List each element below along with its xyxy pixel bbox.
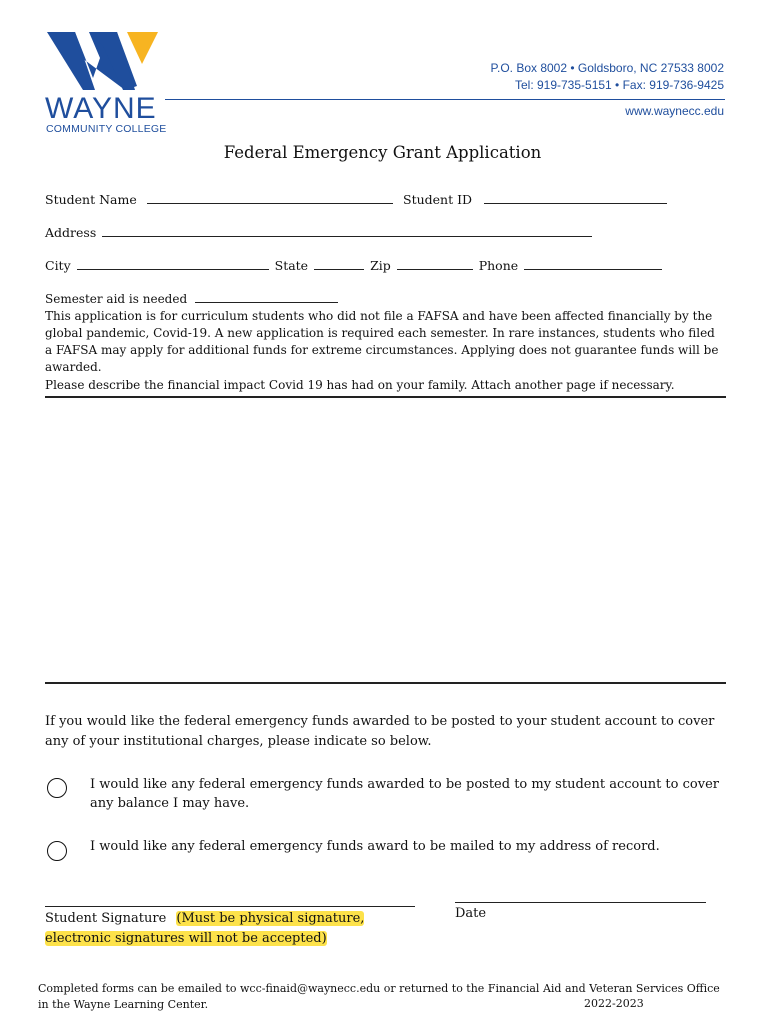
impact-prompt: Please describe the financial impact Covid 19 has had on your family. Attach another page if necessary.: [45, 378, 675, 392]
student-name-label: Student Name: [45, 192, 137, 207]
phone-field[interactable]: [524, 259, 662, 270]
city-state-zip-row: [45, 258, 662, 273]
eligibility-description: This application is for curriculum students who did not file a FAFSA and have been affected financially by the global pandemic, Covid-19. A new application is required each semester. In rare instances, students who filed a FAFSA may apply for additional funds for extreme circumstances. Applying does not guarantee funds will be awarded.: [45, 309, 719, 374]
header-divider: [165, 99, 725, 100]
semester-label: Semester aid is needed: [45, 292, 188, 306]
city-field[interactable]: [77, 259, 269, 270]
academic-year: 2022-2023: [584, 997, 644, 1010]
zip-label: Zip: [370, 258, 391, 273]
student-id-field[interactable]: [484, 193, 667, 204]
mail-to-address-label: I would like any federal emergency funds award to be mailed to my address of record.: [90, 839, 660, 854]
city-label: City: [45, 258, 71, 273]
post-to-account-radio[interactable]: [47, 778, 67, 798]
student-id-row: [403, 192, 667, 207]
disbursement-question: If you would like the federal emergency funds awarded to be posted to your student account to cover any of your institutional charges, please indicate so below.: [45, 714, 715, 749]
signature-block: [45, 909, 364, 948]
address-row: [45, 225, 592, 240]
phone-label: Phone: [478, 258, 519, 273]
contact-info: [491, 60, 724, 94]
mailing-address: P.O. Box 8002 • Goldsboro, NC 27533 8002: [490, 61, 724, 75]
post-to-account-label: I would like any federal emergency funds awarded to be posted to my student account to cover any balance I may have.: [90, 777, 719, 811]
response-area-bottom-rule: [45, 682, 726, 684]
signature-label: Student Signature: [45, 911, 167, 926]
date-line[interactable]: [455, 902, 706, 903]
state-field[interactable]: [314, 259, 364, 270]
signature-note-line1: (Must be physical signature,: [176, 911, 365, 926]
form-title: Federal Emergency Grant Application: [223, 143, 542, 162]
logo-subtitle: COMMUNITY COLLEGE: [46, 123, 167, 135]
submission-instructions: Completed forms can be emailed to wcc-finaid@waynecc.edu or returned to the Financial Aid and Veteran Services Office in the Wayne Learning Center.: [38, 982, 720, 1011]
address-field[interactable]: [102, 226, 592, 237]
semester-field[interactable]: [195, 292, 338, 303]
date-label: Date: [455, 906, 487, 921]
state-label: State: [274, 258, 309, 273]
zip-field[interactable]: [397, 259, 473, 270]
website-link[interactable]: www.waynecc.edu: [625, 104, 724, 118]
signature-line[interactable]: [45, 906, 415, 907]
impact-response-area[interactable]: [45, 398, 726, 682]
logo-wordmark: WAYNE: [45, 92, 157, 125]
student-name-row: [45, 192, 393, 207]
address-label: Address: [45, 225, 97, 240]
mail-to-address-radio[interactable]: [47, 841, 67, 861]
signature-note-line2: electronic signatures will not be accepted): [45, 930, 327, 946]
semester-row: [45, 292, 338, 306]
student-id-label: Student ID: [403, 192, 473, 207]
phone-fax: Tel: 919-735-5151 • Fax: 919-736-9425: [514, 78, 724, 92]
student-name-field[interactable]: [147, 193, 393, 204]
